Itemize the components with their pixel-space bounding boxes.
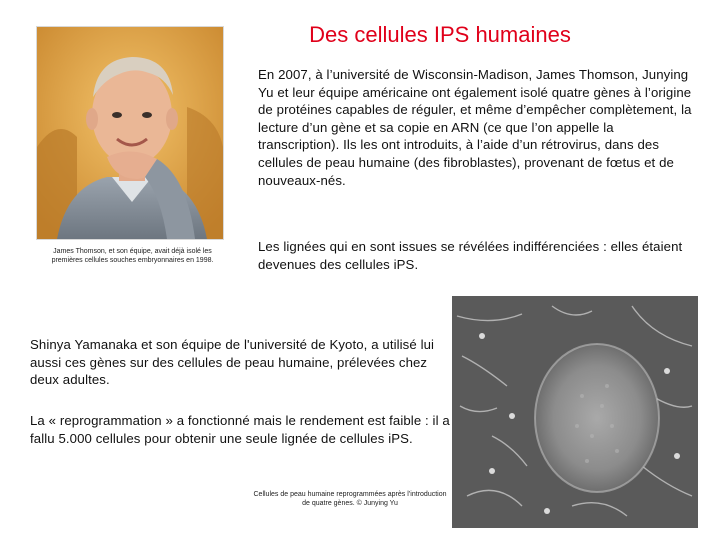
portrait-caption: James Thomson, et son équipe, avait déjà isolé les premières cellules souches embryonnaires en 1998.: [51, 248, 214, 264]
portrait-photo: [36, 26, 224, 240]
paragraph-yamanaka: Shinya Yamanaka et son équipe de l'université de Kyoto, a utilisé lui aussi ces gènes sur des cellules de peau humaine, prélevées chez deux adultes.: [30, 337, 435, 388]
page-title: Des cellules IPS humaines: [309, 22, 571, 47]
paragraph-ips-lines: Les lignées qui en sont issues se révélées indifférenciées : elles étaient devenues des cellules iPS.: [258, 239, 683, 272]
microscopy-image: [452, 296, 698, 528]
paragraph-thomson: En 2007, à l’université de Wisconsin-Madison, James Thomson, Junying Yu et leur équipe américaine ont également isolé quatre gènes à l’origine de protéines capables de réguler, et même d’empêcher complètement, la lecture d’un gène et sa copie en ARN (ce que l’on appelle la transcription). Ils les ont introduits, à l’aide d’un rétrovirus, dans des cellules de peau humaine (des fibroblastes), provenant de fœtus et de nouveaux-nés.: [258, 67, 692, 188]
paragraph-reprogramming: La « reprogrammation » a fonctionné mais le rendement est faible : il a fallu 5.000 cellules pour obtenir une seule lignée de cellules iPS.: [30, 413, 450, 446]
microscopy-caption: Cellules de peau humaine reprogrammées après l’introduction de quatre gènes. © Junying Yu: [253, 491, 447, 507]
